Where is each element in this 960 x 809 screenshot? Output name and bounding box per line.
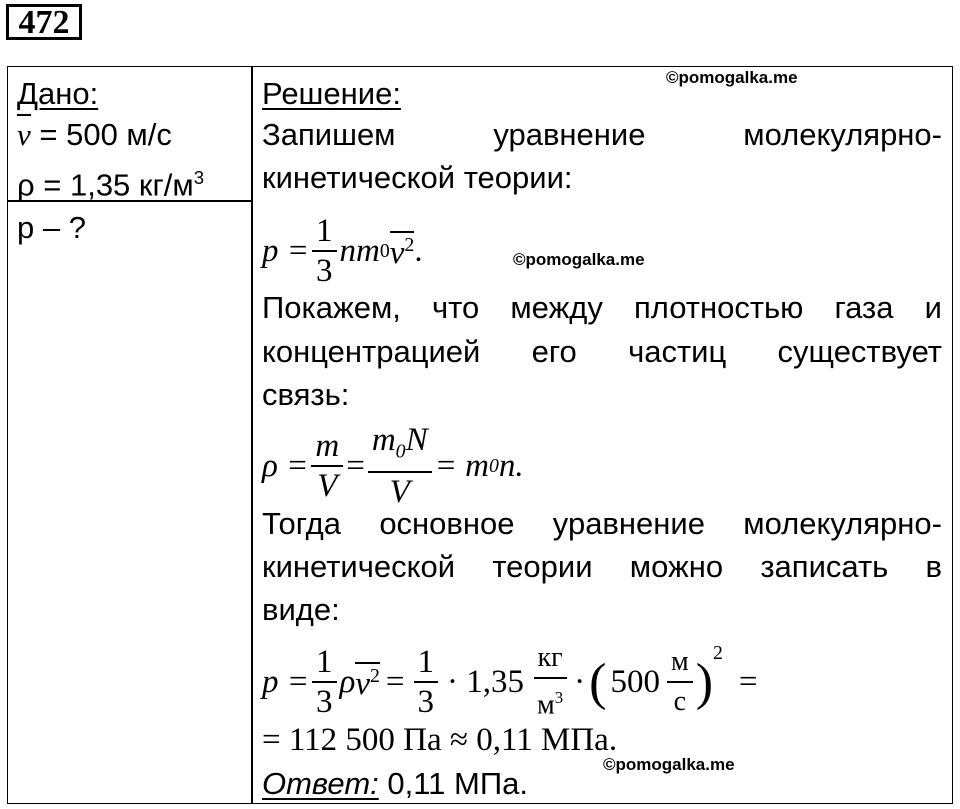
eq1-fraction bbox=[312, 212, 337, 290]
equation-density bbox=[262, 424, 524, 508]
word: Запишем bbox=[262, 117, 396, 152]
eq3-fraction-1 bbox=[312, 643, 337, 721]
word: молекулярно- bbox=[743, 117, 942, 152]
word: Тогда bbox=[262, 506, 341, 541]
fraction-denominator: V bbox=[317, 468, 338, 504]
eq3-right-paren: ) bbox=[695, 653, 714, 711]
equation-mkt bbox=[262, 212, 423, 290]
column-divider bbox=[251, 66, 253, 804]
word: можно bbox=[629, 549, 724, 584]
eq2-rhs: = m bbox=[434, 447, 489, 484]
para3-line-2 bbox=[262, 549, 942, 585]
equation-result: = 112 500 Па ≈ 0,11 МПа. bbox=[262, 721, 618, 758]
eq1-m: m bbox=[356, 232, 380, 269]
eq3-end: = bbox=[738, 663, 758, 700]
solution-label: Решение: bbox=[262, 76, 401, 111]
answer-value: 0,11 МПа. bbox=[378, 766, 528, 801]
para3-line-1 bbox=[262, 506, 942, 542]
eq3-unit-fraction bbox=[533, 639, 567, 724]
eq3-velocity-value: 500 bbox=[610, 663, 660, 700]
equation-calculation bbox=[262, 640, 758, 724]
word: между bbox=[510, 290, 603, 325]
eq3-rho: ρ bbox=[339, 663, 356, 700]
answer bbox=[262, 766, 528, 802]
word: записать bbox=[760, 549, 889, 584]
word: его bbox=[531, 334, 577, 369]
eq3-left-paren: ( bbox=[589, 653, 607, 711]
word: теории bbox=[492, 549, 593, 584]
fraction-denominator bbox=[533, 679, 567, 724]
fraction-denominator: 3 bbox=[316, 253, 333, 289]
eq3-dot: · bbox=[574, 663, 586, 700]
eq1-mean-square bbox=[390, 231, 415, 272]
num-m: m bbox=[371, 422, 396, 459]
fraction-denominator: 3 bbox=[316, 684, 333, 720]
fraction-numerator: м bbox=[667, 643, 693, 683]
eq2-rhs-subscript: 0 bbox=[488, 454, 499, 477]
fraction-denominator: V bbox=[389, 473, 410, 510]
solution-line-1 bbox=[262, 117, 942, 153]
density-value: ρ = 1,35 кг/м bbox=[17, 167, 194, 203]
word: и bbox=[924, 290, 942, 325]
eq2-fraction-2 bbox=[368, 421, 432, 511]
fraction-numerator: 1 bbox=[312, 643, 337, 683]
word: основное bbox=[379, 506, 515, 541]
eq3-velocity-unit bbox=[667, 643, 693, 721]
given-velocity bbox=[17, 117, 172, 153]
eq3-fraction-2 bbox=[414, 643, 439, 721]
eq1-end: . bbox=[414, 232, 423, 269]
word: кинетической bbox=[262, 549, 456, 584]
eq2-fraction-1 bbox=[311, 427, 343, 505]
num-m-subscript: 0 bbox=[395, 440, 406, 463]
word: молекулярно- bbox=[743, 506, 942, 541]
word: существует bbox=[777, 334, 942, 369]
eq1-m-subscript: 0 bbox=[379, 239, 390, 262]
word: уравнение bbox=[493, 117, 646, 152]
eq1-v-exponent: 2 bbox=[404, 233, 415, 256]
eq1-n: n bbox=[339, 232, 357, 269]
fraction-numerator: кг bbox=[534, 639, 567, 679]
eq2-equals: = bbox=[346, 447, 365, 484]
eq3-lhs: p = bbox=[262, 663, 310, 700]
eq3-mean-square bbox=[355, 662, 380, 703]
fraction-numerator: m bbox=[311, 427, 343, 467]
num-N: N bbox=[405, 422, 428, 459]
problem-number: 472 bbox=[6, 4, 82, 40]
watermark: ©pomogalka.me bbox=[513, 250, 645, 269]
velocity-value: = 500 м/с bbox=[30, 117, 172, 152]
eq1-v: v bbox=[389, 234, 405, 271]
word: газа bbox=[834, 290, 894, 325]
density-exponent: 3 bbox=[193, 167, 205, 188]
para2-line-2 bbox=[262, 334, 942, 370]
para2-line-1 bbox=[262, 290, 942, 326]
eq3-v: v bbox=[355, 665, 371, 702]
word: плотностью bbox=[633, 290, 804, 325]
eq2-rhs-end: n. bbox=[498, 447, 524, 484]
solution-line-2: кинетической теории: bbox=[262, 160, 573, 195]
given-density bbox=[17, 160, 204, 203]
fraction-numerator: 1 bbox=[312, 212, 337, 252]
word: Покажем, bbox=[262, 290, 401, 325]
para3-line-3: виде: bbox=[262, 592, 340, 627]
fraction-denominator: с bbox=[673, 686, 687, 717]
word: что bbox=[432, 290, 480, 325]
eq3-v-exponent: 2 bbox=[370, 664, 380, 687]
word: в bbox=[925, 549, 942, 584]
unit-den: м bbox=[537, 689, 555, 721]
fraction-numerator bbox=[368, 421, 432, 473]
word: частиц bbox=[628, 334, 727, 369]
velocity-symbol: v bbox=[17, 114, 31, 152]
para2-line-3: связь: bbox=[262, 377, 350, 412]
eq2-lhs: ρ = bbox=[262, 447, 309, 484]
word: уравнение bbox=[552, 506, 705, 541]
word: концентрацией bbox=[262, 334, 481, 369]
eq3-exponent: 2 bbox=[713, 642, 723, 664]
fraction-denominator: 3 bbox=[417, 684, 435, 720]
fraction-numerator: 1 bbox=[414, 643, 439, 683]
answer-label: Ответ: bbox=[262, 766, 379, 801]
given-label: Дано: bbox=[17, 76, 99, 111]
eq1-lhs: p = bbox=[262, 232, 310, 269]
eq3-equals: = bbox=[385, 663, 405, 700]
watermark: ©pomogalka.me bbox=[666, 68, 798, 87]
find-quantity: p – ? bbox=[17, 210, 86, 245]
eq3-coefficient: · 1,35 bbox=[447, 663, 525, 700]
unit-den-exponent: 3 bbox=[554, 688, 564, 708]
watermark: ©pomogalka.me bbox=[603, 755, 735, 774]
